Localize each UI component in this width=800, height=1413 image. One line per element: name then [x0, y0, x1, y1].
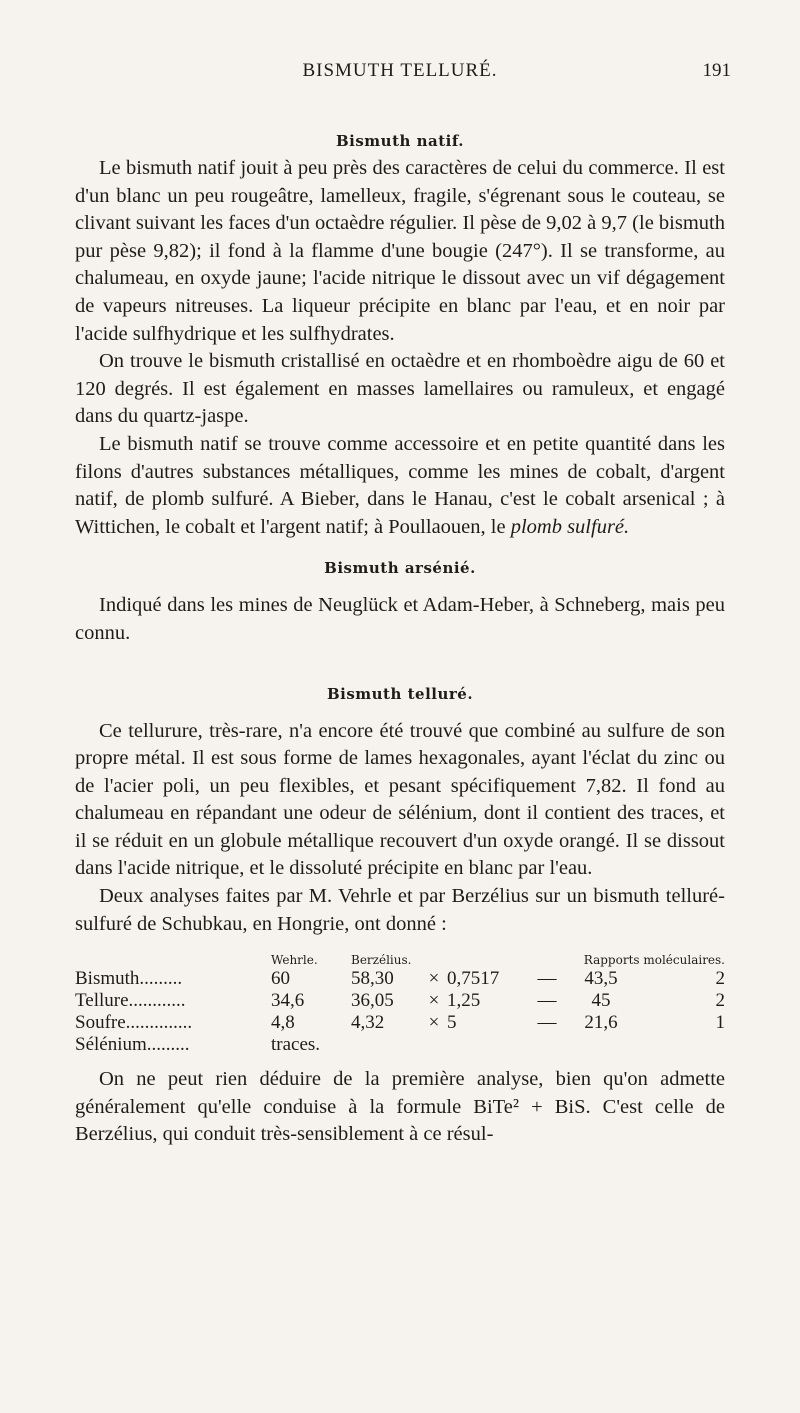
page-body — [75, 118, 725, 1149]
factor-value: 5 — [447, 1012, 457, 1034]
paragraph: On ne peut rien déduire de la première analyse, bien qu'on admette généralement qu'elle conduise à la formule BiTe² + BiS. C'est celle de Berzélius, qui conduit très-sensiblement à ce résul- — [75, 1068, 725, 1146]
berzelius-value: 4,32 — [351, 1012, 385, 1034]
berzelius-value: 58,30 — [351, 968, 394, 990]
ratio-value — [635, 1034, 725, 1056]
element-name: Soufre.............. — [75, 1012, 193, 1034]
dash: — — [537, 968, 557, 990]
times-sign — [421, 1034, 447, 1056]
element-name: Sélénium......... — [75, 1034, 190, 1056]
table-row — [75, 1012, 725, 1034]
dash: — — [537, 1012, 557, 1034]
molecular-value: 45 — [591, 990, 611, 1012]
col-header-wehrle: Wehrle. — [271, 953, 318, 968]
analysis-header-row — [75, 952, 725, 968]
table-row — [75, 990, 725, 1012]
element-name: Tellure............ — [75, 990, 186, 1012]
section-title-bismuth-tellure: Bismuth telluré. — [326, 684, 474, 703]
ratio-value: 2 — [715, 968, 725, 990]
col-header-rapports: Rapports moléculaires. — [583, 953, 725, 968]
berzelius-value — [351, 1034, 421, 1056]
dash — [527, 1034, 567, 1056]
factor-value: 0,7517 — [447, 968, 500, 990]
paragraph — [75, 431, 725, 541]
element-name: Bismuth......... — [75, 968, 183, 990]
wehrle-value: 60 — [271, 968, 290, 990]
molecular-value: 43,5 — [584, 968, 618, 990]
paragraph-text: Le bismuth natif se trouve comme accessoire et en petite quantité dans les filons d'autres substances métalliques, comme les mines de cobalt, d'argent natif, de plomb sulfuré. A Bieber, dans le Hanau, c'est le cobalt arsenical ; à Wittichen, le cobalt et l'argent natif; à Poullaouen, le — [75, 432, 725, 538]
times-sign: × — [428, 1012, 440, 1034]
dash: — — [537, 990, 557, 1012]
ratio-value: 1 — [715, 1012, 725, 1034]
section-title-bismuth-arsenie: Bismuth arsénié. — [324, 559, 476, 578]
analysis-table — [75, 952, 725, 1056]
wehrle-value: 4,8 — [271, 1012, 295, 1034]
paragraph: Ce tellurure, très-rare, n'a encore été trouvé que combiné au sulfure de son propre métal. Il est sous forme de lames hexagonales, ayant l'éclat du zinc ou de l'acier poli, un peu flexibles, et pesant spécifiquement 7,82. Il fond au chalumeau en répandant une odeur de sélénium, dont il contient des traces, et il se réduit en un globule métallique recouvert d'un oxyde orangé. Il se dissout dans l'acide nitrique, et le dissoluté précipite en blanc par l'eau. — [75, 719, 725, 880]
times-sign: × — [428, 968, 440, 990]
wehrle-value: traces. — [271, 1034, 321, 1056]
table-row — [75, 1034, 725, 1056]
times-sign: × — [428, 990, 440, 1012]
ratio-value: 2 — [715, 990, 725, 1012]
factor-value — [447, 1034, 527, 1056]
molecular-value: 21,6 — [584, 1012, 618, 1034]
paragraph: Deux analyses faites par M. Vehrle et par Berzélius sur un bismuth telluré-sulfuré de Schubkau, en Hongrie, ont donné : — [75, 885, 725, 935]
factor-value: 1,25 — [447, 990, 481, 1012]
page-number: 191 — [702, 60, 731, 81]
page-header — [75, 60, 731, 86]
paragraph: Le bismuth natif jouit à peu près des caractères de celui du commerce. Il est d'un blanc un peu rougeâtre, lamelleux, fragile, s'égrenant sous le couteau, se clivant suivant les faces d'un octaèdre régulier. Il pèse de 9,02 à 9,7 (le bismuth pur pèse 9,82); il fond à la flamme d'une bougie (247°). Il se transforme, au chalumeau, en oxyde jaune; l'acide nitrique le dissout avec un vif dégagement de vapeurs nitreuses. La liqueur précipite en blanc par l'eau, et en noir par l'acide sulfhydrique et les sulfhydrates. — [75, 157, 725, 345]
section-title-bismuth-natif: Bismuth natif. — [335, 132, 465, 150]
paragraph: On trouve le bismuth cristallisé en octaèdre et en rhomboèdre aigu de 60 et 120 degrés. Il est également en masses lamellaires ou ramuleux, et engagé dans du quartz-jaspe. — [75, 350, 725, 428]
paragraph: Indiqué dans les mines de Neuglück et Adam-Heber, à Schneberg, mais peu connu. — [75, 594, 725, 644]
table-row — [75, 968, 725, 990]
wehrle-value: 34,6 — [271, 990, 305, 1012]
italic-mineral-name: plomb sulfuré. — [510, 515, 630, 538]
molecular-value — [567, 1034, 635, 1056]
berzelius-value: 36,05 — [351, 990, 394, 1012]
running-title: BISMUTH TELLURÉ. — [302, 60, 498, 81]
col-header-berzelius: Berzélius. — [351, 953, 412, 968]
